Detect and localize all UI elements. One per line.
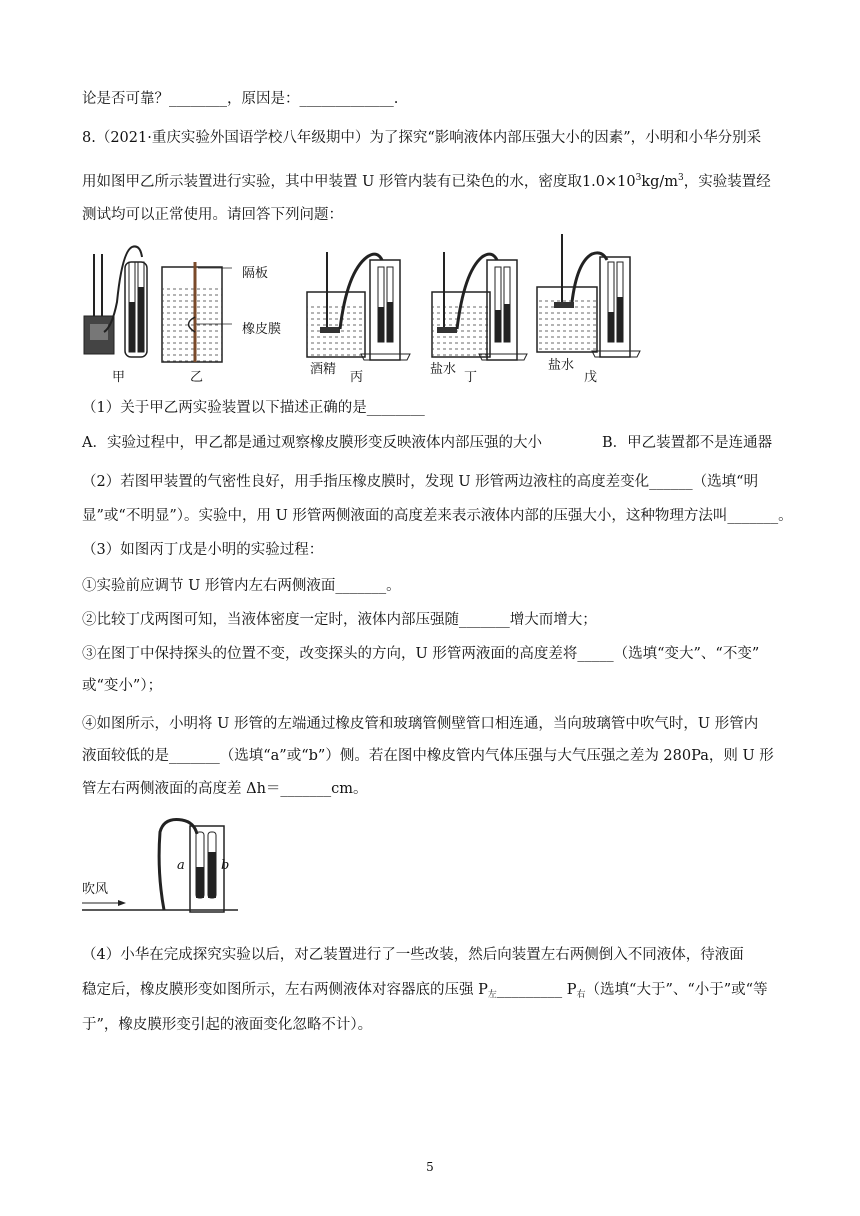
label-a: a (177, 858, 185, 873)
figure-blow-air (82, 812, 242, 922)
question-1-option-b: B．甲乙装置都不是连通器 (602, 435, 773, 451)
label-yi: 乙 (190, 370, 204, 385)
question-2-line2: 显”或“不明显”）。实验中，用 U 形管两侧液面的高度差来表示液体内部的压强大小，这种物理方法叫_______。 (82, 508, 793, 524)
page-number: 5 (426, 1160, 434, 1174)
label-ding: 丁 (464, 370, 478, 385)
question-4-line1: （4）小华在完成探究实验以后，对乙装置进行了一些改装，然后向装置左右两侧倒入不同液体，待液面 (82, 947, 744, 963)
apparatus-bing (307, 252, 410, 360)
label-chuifeng: 吹风 (82, 882, 109, 897)
apparatus-wu (537, 234, 640, 357)
question-3-item1: ①实验前应调节 U 形管内左右两侧液面_______。 (82, 578, 401, 594)
question-3-item3-line2: 或“变小”）； (82, 678, 163, 694)
question-8-header: 8.（2021·重庆实验外国语学校八年级期中）为了探究“影响液体内部压强大小的因素”，小明和小华分别采 (82, 130, 762, 146)
question-4-line3: 于”，橡皮膜形变引起的液面变化忽略不计）。 (82, 1017, 373, 1033)
label-yanshui-wu: 盐水 (548, 358, 575, 373)
label-b: b (221, 858, 230, 873)
question-3-item4-line3: 管左右两侧液面的高度差 Δh＝_______cm。 (82, 781, 368, 797)
question-8-line2: 用如图甲乙所示装置进行实验，其中甲装置 U 形管内装有已染色的水，密度取$1.0\times 10^3kg/m^3$，实验装置经 (82, 173, 771, 190)
question-1: （1）关于甲乙两实验装置以下描述正确的是________ (82, 400, 425, 416)
label-yanshui-ding: 盐水 (430, 362, 457, 377)
label-bing: 丙 (350, 370, 364, 385)
question-3: （3）如图丙丁戊是小明的实验过程： (82, 542, 324, 558)
question-8-line3: 测试均可以正常使用。请回答下列问题： (82, 207, 343, 223)
label-geban: 隔板 (242, 266, 269, 281)
question-3-item2: ②比较丁戊两图可知，当液体密度一定时，液体内部压强随_______增大而增大； (82, 612, 597, 628)
question-3-item3-line1: ③在图丁中保持探头的位置不变，改变探头的方向，U 形管两液面的高度差将_____（选填“变大”、“不变” (82, 646, 760, 662)
label-xiangpimo: 橡皮膜 (242, 322, 282, 337)
question-2-line1: （2）若图甲装置的气密性良好，用手指压橡皮膜时，发现 U 形管两边液柱的高度差变化______（选填“明 (82, 474, 759, 490)
question-4-line2: 稳定后，橡皮膜形变如图所示，左右两侧液体对容器底的压强 $P_左\_\_\_\_\_\_\_\_\_$ $P_右$（选填“大于”、“小于”或“等 (82, 982, 768, 1000)
text-line-prev: 论是否可靠？________，原因是：_____________. (82, 91, 399, 107)
question-1-option-a: A．实验过程中，甲乙都是通过观察橡皮膜形变反映液体内部压强的大小 (82, 435, 542, 451)
apparatus-ding (432, 252, 527, 360)
apparatus-yi (162, 262, 232, 362)
apparatus-jia (84, 246, 147, 357)
question-3-item4-line2: 液面较低的是_______（选填“a”或“b”）侧。若在图中橡皮管内气体压强与大气压强之差为 280Pa，则 U 形 (82, 748, 774, 764)
label-wu: 戊 (584, 370, 598, 385)
label-jiujing: 酒精 (310, 362, 337, 377)
label-jia: 甲 (112, 370, 126, 385)
question-3-item4-line1: ④如图所示，小明将 U 形管的左端通过橡皮管和玻璃管侧壁管口相连通，当向玻璃管中吹气时，U 形管内 (82, 716, 759, 732)
